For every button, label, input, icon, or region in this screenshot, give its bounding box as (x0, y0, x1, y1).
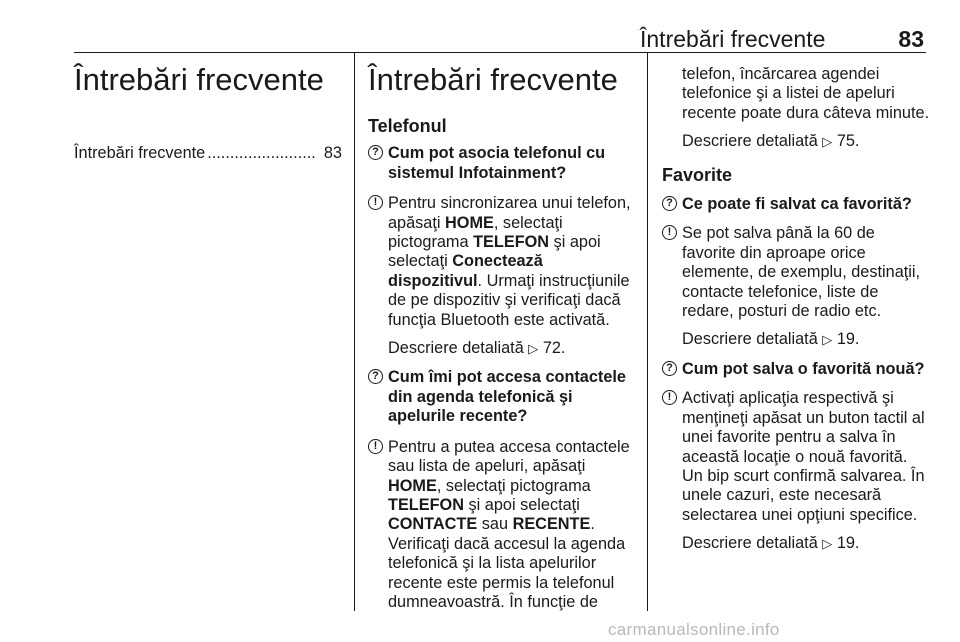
answer-4 (662, 389, 932, 525)
watermark: carmanualsonline.info (608, 620, 780, 639)
page-reference-arrow-icon: ▷ (528, 341, 539, 357)
exclamation-circle-icon: ! (662, 225, 677, 240)
question-2 (368, 368, 636, 426)
running-header-title: Întrebări frecvente (640, 26, 826, 52)
toc-leader-dots: ........................ (207, 144, 316, 162)
toc-page-number: 83 (323, 144, 342, 162)
question-text: Cum îmi pot accesa contactele din agenda telefonică şi apelurile recente? (388, 368, 626, 426)
answer-text: Pentru sincronizarea unui telefon, apăsaţi HOME, selectaţi pictograma TELEFON şi apoi selectaţi Conectează dispozitivul. Urmaţi instrucţiunile de pe dispozitiv şi verificaţi dacă funcţia Bluetooth este activată. (388, 194, 631, 329)
left-column (74, 62, 344, 98)
answer-1 (368, 194, 636, 330)
answer-2 (368, 438, 636, 613)
exclamation-circle-icon: ! (368, 195, 383, 210)
right-column (662, 65, 932, 554)
page-reference-arrow-icon: ▷ (822, 332, 833, 348)
header-rule (74, 52, 926, 53)
column-divider-2 (647, 53, 648, 611)
column-divider-1 (354, 53, 355, 611)
page-reference-arrow-icon: ▷ (822, 134, 833, 150)
question-text: Ce poate fi salvat ca favorită? (682, 195, 912, 214)
question-circle-icon: ? (662, 196, 677, 211)
page-reference-arrow-icon: ▷ (822, 536, 833, 552)
question-circle-icon: ? (662, 361, 677, 376)
reference-line[interactable]: Descriere detaliată ▷ 72. (388, 339, 566, 358)
continued-text: telefon, încărcarea agendei telefonice şi a listei de apeluri recente poate dura câteva minute. (682, 65, 930, 122)
question-circle-icon: ? (368, 369, 383, 384)
answer-text: Pentru a putea accesa contactele sau lista de apeluri, apăsaţi HOME, selectaţi pictograma TELEFON şi apoi selectaţi CONTACTE sau RECENTE. Verificaţi dacă accesul la agenda telefonică şi la lista apelurilor recente este permis la telefonul dumneavoastră. În funcţie de (388, 437, 630, 611)
answer-3 (662, 224, 932, 321)
question-text: Cum pot asocia telefonul cu sistemul Infotainment? (388, 144, 606, 182)
section-heading-telefonul: Telefonul (368, 116, 447, 136)
question-1 (368, 144, 636, 183)
page-title: Întrebări frecvente (368, 62, 618, 97)
answer-text: Se pot salva până la 60 de favorite din aproape orice elemente, de exemplu, destinaţii, contacte telefonice, liste de redare, posturi de radio etc. (682, 224, 921, 321)
middle-column (368, 62, 636, 612)
section-heading-favorite: Favorite (662, 164, 733, 185)
page-number: 83 (898, 26, 924, 52)
toc-entry[interactable] (74, 144, 342, 163)
answer-text: Activaţi aplicaţia respectivă şi menţineţi apăsat un buton tactil al unei favorite pentru a salva în această locaţie o nouă favorită. Un bip scurt confirmă salvarea. În unele cazuri, este necesară selectarea unei opţiuni specifice. (682, 389, 925, 524)
exclamation-circle-icon: ! (368, 439, 383, 454)
reference-line[interactable]: Descriere detaliată ▷ 75. (682, 132, 860, 151)
reference-line[interactable]: Descriere detaliată ▷ 19. (682, 330, 860, 349)
reference-line[interactable]: Descriere detaliată ▷ 19. (682, 534, 860, 553)
question-3 (662, 195, 932, 214)
question-4 (662, 360, 932, 379)
question-text: Cum pot salva o favorită nouă? (682, 359, 925, 378)
toc-label: Întrebări frecvente (74, 144, 206, 162)
chapter-title: Întrebări frecvente (74, 62, 324, 97)
exclamation-circle-icon: ! (662, 390, 677, 405)
question-circle-icon: ? (368, 145, 383, 160)
